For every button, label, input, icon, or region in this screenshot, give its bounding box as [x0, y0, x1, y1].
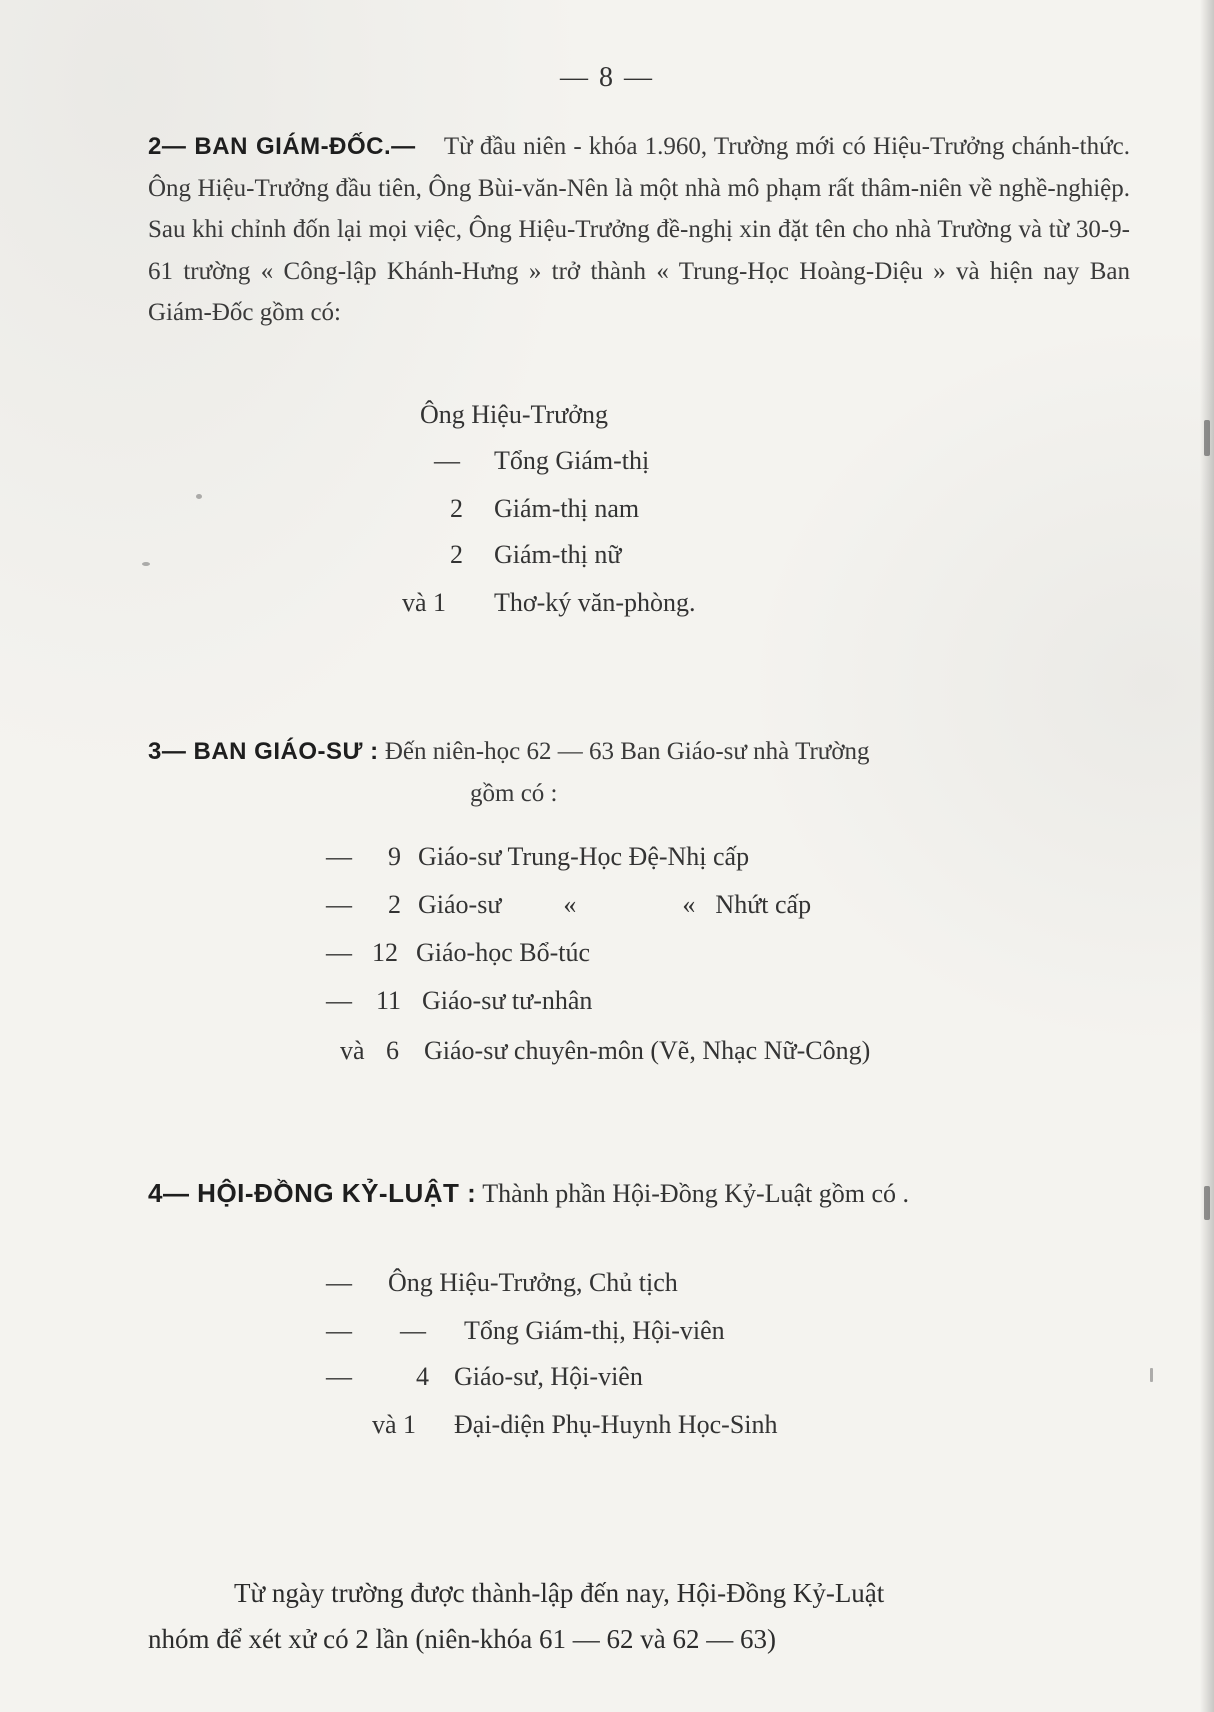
faculty-item-prefix: — — [326, 986, 352, 1015]
section-3-heading: 3— BAN GIÁO-SƯ : — [148, 738, 379, 765]
faculty-item-prefix: — — [326, 938, 352, 967]
section-3-text-continued: gồm có : — [470, 780, 558, 807]
section-4-text: Thành phần Hội-Đồng Kỷ-Luật gồm có . — [482, 1179, 910, 1208]
council-item-prefix: — — [326, 1268, 352, 1297]
council-item-sub: — — [400, 1316, 426, 1345]
council-item-prefix: và 1 — [372, 1410, 417, 1439]
board-item-3 — [450, 494, 639, 524]
scan-speck — [1204, 420, 1210, 456]
faculty-item-text: Giáo-sư tư-nhân — [422, 986, 593, 1015]
board-item-text: Ông Hiệu-Trưởng — [420, 400, 608, 429]
section-2-heading: 2— BAN GIÁM-ĐỐC.— — [148, 133, 416, 160]
board-item-prefix: và 1 — [402, 588, 447, 617]
scan-speck — [142, 562, 150, 566]
faculty-item-text: Giáo-sư — [418, 890, 502, 919]
board-item-prefix: 2 — [450, 540, 463, 569]
council-item-text: Giáo-sư, Hội-viên — [454, 1362, 643, 1391]
board-item-text: Tổng Giám-thị — [494, 446, 650, 475]
council-item-4 — [372, 1410, 778, 1440]
faculty-item-count: 2 — [388, 890, 401, 919]
council-item-prefix: — — [326, 1316, 352, 1345]
faculty-item-text: Giáo-học Bổ-túc — [416, 938, 591, 967]
page-number: — 8 — — [560, 62, 654, 93]
board-item-prefix: 2 — [450, 494, 463, 523]
faculty-item-count: 6 — [386, 1036, 399, 1065]
section-2-text: Từ đầu niên - khóa 1.960, Trường mới có Hiệu-Trưởng chánh-thức. Ông Hiệu-Trưởng đầu tiên, Ông Bùi-văn-Nên là một nhà mô phạm rất thâm-niên về nghề-nghiệp. Sau khi chỉnh đốn lại mọi việc, Ông Hiệu-Trưởng đề-nghị xin đặt tên cho nhà Trường và từ 30-9-61 trường « Công-lập Khánh-Hưng » trở thành « Trung-Học Hoàng-Diệu » và hiện nay Ban Giám-Đốc gồm có: — [148, 133, 1130, 326]
faculty-item-5 — [340, 1036, 870, 1066]
faculty-item-text: Giáo-sư chuyên-môn (Vẽ, Nhạc Nữ-Công) — [424, 1036, 871, 1065]
closing-paragraph — [148, 1570, 1130, 1662]
board-item-text: Giám-thị nam — [494, 494, 640, 523]
faculty-item-count: 11 — [376, 986, 402, 1015]
section-4-header-line — [148, 1178, 909, 1209]
board-item-1 — [420, 400, 608, 430]
board-item-4 — [450, 540, 621, 570]
faculty-item-prefix: — — [326, 890, 352, 919]
board-item-text: Giám-thị nữ — [494, 540, 622, 569]
council-item-text: Ông Hiệu-Trưởng, Chủ tịch — [388, 1268, 678, 1297]
board-item-text: Thơ-ký văn-phòng. — [494, 588, 696, 617]
section-2-paragraph — [148, 126, 1130, 334]
faculty-item-2 — [326, 890, 811, 920]
scan-speck — [1204, 1186, 1210, 1220]
board-item-2 — [434, 446, 649, 476]
closing-line-2: nhóm để xét xử có 2 lần (niên-khóa 61 — 62 và 62 — 63) — [148, 1624, 777, 1654]
board-item-5 — [402, 588, 696, 618]
council-item-3 — [326, 1362, 643, 1392]
council-item-1 — [326, 1268, 678, 1298]
faculty-item-prefix: và — [340, 1036, 365, 1065]
faculty-item-1 — [326, 842, 749, 872]
council-item-prefix: — — [326, 1362, 352, 1391]
faculty-item-count: 9 — [388, 842, 401, 871]
council-item-text: Đại-diện Phụ-Huynh Học-Sinh — [454, 1410, 778, 1439]
section-4-heading: 4— HỘI-ĐỒNG KỶ-LUẬT : — [148, 1178, 477, 1208]
closing-text-1: Từ ngày trường được thành-lập đến nay, Hội-Đồng Kỷ-Luật — [234, 1578, 885, 1608]
ditto-mark: « — [563, 890, 577, 919]
scan-speck — [196, 494, 202, 499]
faculty-item-count: 12 — [372, 938, 398, 967]
council-item-text: Tổng Giám-thị, Hội-viên — [464, 1316, 725, 1345]
faculty-item-text: Giáo-sư Trung-Học Đệ-Nhị cấp — [418, 842, 750, 871]
board-item-prefix: — — [434, 446, 460, 475]
section-3-header-line — [148, 738, 870, 766]
faculty-item-4 — [326, 986, 592, 1016]
faculty-item-3 — [326, 938, 590, 968]
scan-speck — [1150, 1368, 1153, 1382]
council-item-count: 4 — [416, 1362, 429, 1391]
ditto-mark: « — [682, 890, 696, 919]
closing-line-1 — [148, 1570, 1130, 1616]
section-3-text: Đến niên-học 62 — 63 Ban Giáo-sư nhà Trường — [384, 738, 870, 765]
page-edge-shadow — [1200, 0, 1214, 1712]
faculty-item-tail: Nhứt cấp — [715, 890, 812, 919]
council-item-2 — [326, 1316, 725, 1346]
faculty-item-prefix: — — [326, 842, 352, 871]
